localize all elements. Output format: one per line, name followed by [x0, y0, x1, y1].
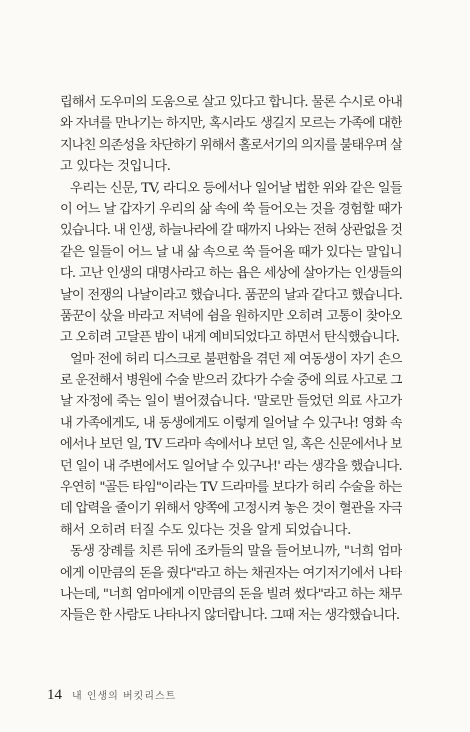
text-line: 같은 일들이 어느 날 내 삶 속으로 쑥 들어올 때가 있다는 말입니: [60, 244, 402, 260]
text-line: 날 자정에 죽는 일이 벌어졌습니다. '말로만 들었던 의료 사고가: [60, 394, 402, 410]
text-line: 이 어느 날 갑자기 우리의 삶 속에 쑥 들어오는 것을 경험할 때가: [60, 201, 402, 217]
text-line: 에게 이만큼의 돈을 줬다"라고 하는 채권자는 여기저기에서 나타: [60, 565, 402, 581]
text-line: 있습니다. 내 인생, 하늘나라에 갈 때까지 나와는 전혀 상관없을 것: [60, 223, 402, 239]
text-line: 나는데, "너희 엄마에게 이만큼의 돈을 빌려 썼다"라고 하는 채무: [60, 586, 402, 602]
text-line: 우연히 "골든 타임"이라는 TV 드라마를 보다가 허리 수술을 하는: [60, 480, 402, 496]
text-line: 로 운전해서 병원에 수술 받으러 갔다가 수술 중에 의료 사고로 그: [60, 373, 402, 389]
text-line: 지나친 의존성을 차단하기 위해서 홀로서기의 의지를 불태우며 살: [60, 137, 402, 153]
text-line: 얼마 전에 허리 디스크로 불편함을 겪던 제 여동생이 자기 손으: [70, 351, 402, 367]
text-line: 에서나 보던 일, TV 드라마 속에서나 보던 일, 혹은 신문에서나 보: [60, 437, 402, 453]
body-text: [60, 92, 402, 627]
text-line: 내 가족에게도, 내 동생에게도 이렇게 일어날 수 있구나! 영화 속: [60, 415, 402, 431]
text-line: 품꾼이 삯을 바라고 저녁에 쉼을 원하지만 오히려 고통이 찾아오: [60, 308, 402, 324]
text-line: 와 자녀를 만나기는 하지만, 혹시라도 생길지 모르는 가족에 대한: [60, 116, 402, 132]
text-line: 우리는 신문, TV, 라디오 등에서나 일어날 법한 위와 같은 일들: [70, 180, 402, 196]
text-line: 다. 고난 인생의 대명사라고 하는 욥은 세상에 살아가는 인생들의: [60, 266, 402, 282]
page-footer: [47, 687, 176, 704]
text-line: 자들은 한 사람도 나타나지 않더랍니다. 그때 저는 생각했습니다.: [60, 608, 400, 624]
text-line: 데 압력을 줄이기 위해서 양쪽에 고정시켜 놓은 것이 혈관을 자극: [60, 501, 402, 517]
text-line: 립해서 도우미의 도움으로 살고 있다고 합니다. 물론 수시로 아내: [60, 95, 402, 110]
text-line: 고 있다는 것입니다.: [60, 159, 171, 175]
text-line: 고 오히려 고달픈 밤이 내게 예비되었다고 하면서 탄식했습니다.: [60, 330, 400, 346]
text-line: 동생 장례를 치른 뒤에 조카들의 말을 들어보니까, "너희 엄마: [70, 544, 402, 560]
text-line: 던 일이 내 주변에서도 일어날 수 있구나!' 라는 생각을 했습니다.: [60, 458, 402, 474]
text-line: 날이 전쟁의 나날이라고 했습니다. 품꾼의 날과 같다고 했습니다.: [60, 287, 402, 303]
page-number: 14: [47, 687, 62, 703]
running-title: 내 인생의 버킷리스트: [72, 691, 177, 702]
text-line: 해서 오히려 터질 수도 있다는 것을 알게 되었습니다.: [60, 522, 351, 538]
